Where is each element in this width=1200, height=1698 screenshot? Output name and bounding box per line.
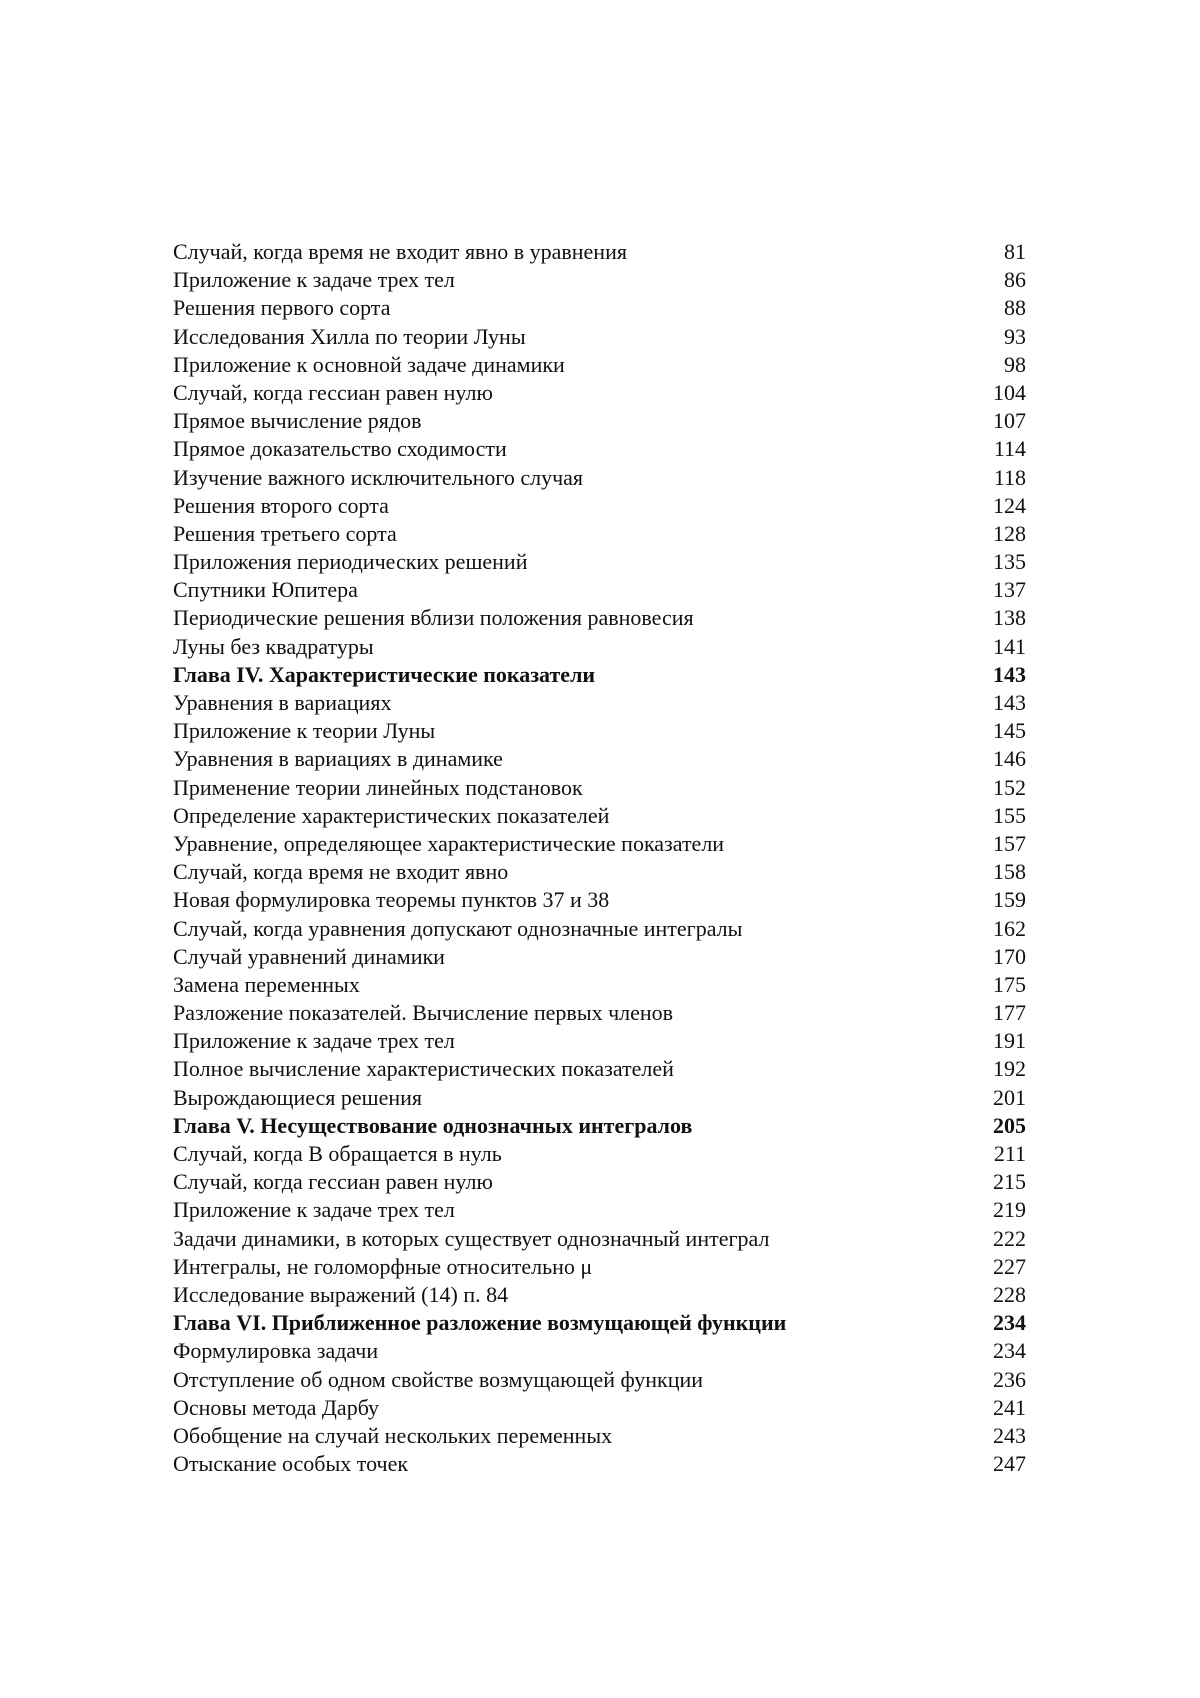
toc-entry-title: Исследования Хилла по теории Луны <box>173 323 526 349</box>
toc-entry-page-number: 177 <box>993 1000 1026 1026</box>
toc-entry-page-number: 145 <box>993 718 1026 744</box>
toc-entry-title: Уравнение, определяющее характеристические показатели <box>173 830 725 856</box>
toc-entry-title: Новая формулировка теоремы пунктов 37 и 38 <box>173 887 610 913</box>
toc-entry-title: Приложение к задаче трех тел <box>173 267 455 293</box>
toc-entry-title: Решения третьего сорта <box>173 520 397 546</box>
toc-entry-page-number: 175 <box>993 971 1026 997</box>
toc-entry <box>173 548 1030 576</box>
toc-entry-title: Задачи динамики, в которых существует однозначный интеграл <box>173 1225 770 1251</box>
toc-entry-page-number: 93 <box>1004 323 1026 349</box>
toc-entry-page-number: 118 <box>993 464 1026 490</box>
toc-entry-page-number: 222 <box>993 1225 1026 1251</box>
toc-entry-page-number: 170 <box>993 943 1026 969</box>
toc-entry-page-number: 234 <box>993 1338 1026 1364</box>
toc-entry <box>173 379 1030 407</box>
toc-entry-page-number: 98 <box>1004 351 1026 377</box>
toc-entry-page-number: 155 <box>993 802 1026 828</box>
toc-entry <box>173 802 1030 830</box>
toc-entry <box>173 576 1030 604</box>
toc-entry-title: Отступление об одном свойстве возмущающей функции <box>173 1366 704 1392</box>
toc-entry-page-number: 157 <box>993 830 1026 856</box>
toc-entry-title: Изучение важного исключительного случая <box>173 464 584 490</box>
toc-entry <box>173 1337 1030 1365</box>
toc-entry <box>173 886 1030 914</box>
toc-chapter-heading <box>173 1112 1030 1140</box>
toc-entry-page-number: 135 <box>993 549 1026 575</box>
toc-entry-page-number: 104 <box>993 379 1026 405</box>
toc-entry-title: Уравнения в вариациях в динамике <box>173 746 503 772</box>
toc-entry <box>173 745 1030 773</box>
toc-entry <box>173 351 1030 379</box>
toc-entry <box>173 407 1030 435</box>
toc-entry <box>173 238 1030 266</box>
toc-entry-title: Интегралы, не голоморфные относительно μ <box>173 1253 593 1279</box>
toc-entry-title: Случай, когда время не входит явно в уравнения <box>173 239 627 264</box>
toc-entry-title: Глава IV. Характеристические показатели <box>173 661 596 687</box>
toc-entry <box>173 1394 1030 1422</box>
toc-entry-page-number: 128 <box>993 520 1026 546</box>
toc-entry-title: Разложение показателей. Вычисление первых членов <box>173 1000 674 1026</box>
toc-entry-page-number: 241 <box>993 1394 1026 1420</box>
toc-entry-page-number: 192 <box>993 1056 1026 1082</box>
toc-entry-page-number: 141 <box>993 633 1026 659</box>
toc-entry <box>173 1253 1030 1281</box>
toc-entry-title: Случай, когда гессиан равен нулю <box>173 379 493 405</box>
toc-entry-title: Решения второго сорта <box>173 492 389 518</box>
toc-entry-page-number: 234 <box>993 1310 1026 1336</box>
toc-entry-title: Прямое доказательство сходимости <box>173 436 507 462</box>
toc-entry-title: Приложение к теории Луны <box>173 718 436 744</box>
toc-entry-title: Замена переменных <box>173 971 360 997</box>
toc-entry <box>173 520 1030 548</box>
toc-entry-page-number: 143 <box>993 690 1026 715</box>
toc-entry <box>173 604 1030 632</box>
toc-entry-page-number: 143 <box>993 661 1026 687</box>
toc-entry-title: Отыскание особых точек <box>173 1451 409 1477</box>
toc-entry-page-number: 124 <box>993 492 1026 518</box>
toc-entry <box>173 266 1030 294</box>
toc-entry <box>173 1196 1030 1224</box>
toc-entry-title: Обобщение на случай нескольких переменных <box>173 1422 613 1448</box>
toc-entry-title: Луны без квадратуры <box>173 633 374 659</box>
toc-entry-page-number: 137 <box>993 577 1026 603</box>
toc-entry <box>173 999 1030 1027</box>
toc-entry-page-number: 138 <box>993 605 1026 631</box>
toc-entry <box>173 1422 1030 1450</box>
toc-entry-page-number: 219 <box>993 1197 1026 1223</box>
toc-entry <box>173 294 1030 322</box>
toc-entry <box>173 1281 1030 1309</box>
toc-entry <box>173 1140 1030 1168</box>
toc-entry-page-number: 158 <box>993 859 1026 885</box>
toc-entry-page-number: 215 <box>993 1169 1026 1195</box>
toc-entry-page-number: 247 <box>993 1451 1026 1477</box>
toc-entry-page-number: 227 <box>993 1253 1026 1279</box>
toc-entry-title: Случай, когда B обращается в нуль <box>173 1141 502 1166</box>
toc-entry-title: Приложение к задаче трех тел <box>173 1028 455 1054</box>
toc-entry-page-number: 81 <box>1004 239 1026 264</box>
toc-entry <box>173 1027 1030 1055</box>
toc-entry-title: Вырождающиеся решения <box>173 1084 423 1110</box>
toc-entry-page-number: 201 <box>993 1084 1026 1110</box>
toc-entry-title: Случай, когда уравнения допускают однозначные интегралы <box>173 915 743 941</box>
toc-entry <box>173 1366 1030 1394</box>
toc-entry-title: Определение характеристических показателей <box>173 802 610 828</box>
toc-entry <box>173 943 1030 971</box>
toc-entry-page-number: 114 <box>993 436 1026 462</box>
toc-entry-page-number: 88 <box>1004 295 1026 321</box>
toc-entry-title: Случай уравнений динамики <box>173 943 445 969</box>
toc-entry <box>173 1225 1030 1253</box>
toc-entry <box>173 858 1030 886</box>
toc-entry <box>173 323 1030 351</box>
toc-entry <box>173 689 1030 717</box>
toc-entry <box>173 1168 1030 1196</box>
toc-entry-title: Спутники Юпитера <box>173 577 358 603</box>
toc-entry-page-number: 236 <box>993 1366 1026 1392</box>
toc-entry <box>173 435 1030 463</box>
toc-entry-page-number: 205 <box>993 1112 1026 1138</box>
toc-entry-page-number: 86 <box>1004 267 1026 293</box>
toc-entry-title: Приложение к основной задаче динамики <box>173 351 565 377</box>
toc-entry <box>173 1055 1030 1083</box>
toc-entry-title: Глава VI. Приближенное разложение возмущающей функции <box>173 1310 787 1336</box>
toc-entry-page-number: 159 <box>993 887 1026 913</box>
toc-entry <box>173 492 1030 520</box>
toc-entry-page-number: 228 <box>993 1281 1026 1307</box>
toc-entry-title: Исследование выражений (14) п. 84 <box>173 1281 509 1307</box>
toc-entry <box>173 717 1030 745</box>
toc-entry-page-number: 152 <box>993 774 1026 800</box>
toc-entry-title: Применение теории линейных подстановок <box>173 774 583 800</box>
toc-entry-title: Случай, когда гессиан равен нулю <box>173 1169 493 1195</box>
toc-entry-title: Приложение к задаче трех тел <box>173 1197 455 1223</box>
toc-entry-page-number: 191 <box>993 1028 1026 1054</box>
toc-entry <box>173 1084 1030 1112</box>
toc-entry <box>173 915 1030 943</box>
table-of-contents <box>173 238 1030 1478</box>
toc-entry <box>173 830 1030 858</box>
toc-entry-title: Глава V. Несуществование однозначных интегралов <box>173 1112 693 1138</box>
toc-entry-title: Прямое вычисление рядов <box>173 408 422 434</box>
toc-entry-page-number: 107 <box>993 408 1026 434</box>
toc-entry <box>173 971 1030 999</box>
toc-entry-page-number: 211 <box>993 1141 1026 1166</box>
toc-entry-title: Случай, когда время не входит явно <box>173 859 509 885</box>
toc-entry-page-number: 243 <box>993 1422 1026 1448</box>
toc-entry-page-number: 162 <box>993 915 1026 941</box>
toc-entry-title: Полное вычисление характеристических показателей <box>173 1056 674 1082</box>
toc-entry <box>173 774 1030 802</box>
toc-entry-title: Основы метода Дарбу <box>173 1394 380 1420</box>
toc-entry-title: Решения первого сорта <box>173 295 391 321</box>
toc-chapter-heading <box>173 1309 1030 1337</box>
toc-entry <box>173 633 1030 661</box>
toc-entry-title: Формулировка задачи <box>173 1338 379 1364</box>
toc-entry <box>173 1450 1030 1478</box>
toc-entry <box>173 464 1030 492</box>
toc-entry-title: Приложения периодических решений <box>173 549 528 575</box>
toc-entry-page-number: 146 <box>993 746 1026 772</box>
toc-entry-title: Уравнения в вариациях <box>173 690 392 715</box>
toc-entry-title: Периодические решения вблизи положения равновесия <box>173 605 694 631</box>
toc-chapter-heading <box>173 661 1030 689</box>
